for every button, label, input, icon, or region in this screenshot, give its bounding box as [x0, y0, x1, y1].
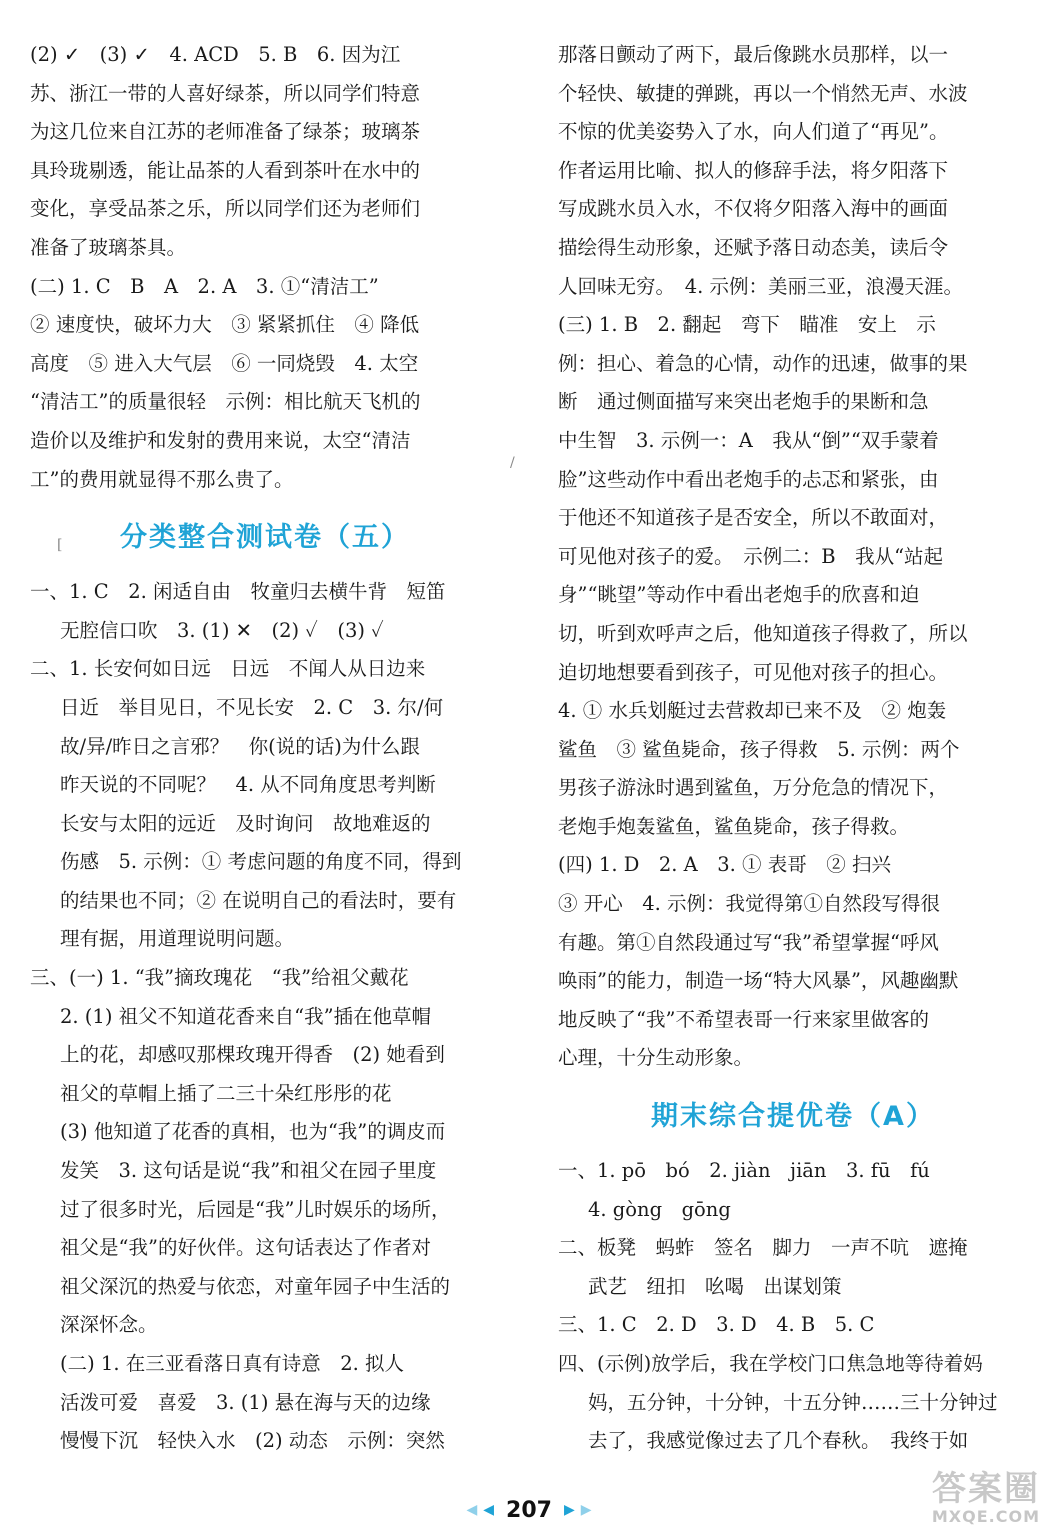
text-line: 作者运用比喻、拟人的修辞手法，将夕阳落下 — [558, 158, 949, 182]
text-line: 有趣。第①自然段通过写“我”希望掌握“呼风 — [558, 930, 939, 954]
text-line: 三、(一) 1. “我”摘玫瑰花 “我”给祖父戴花 — [30, 966, 409, 990]
text-line: 例：担心、着急的心情，动作的迅速，做事的果 — [558, 351, 968, 375]
text-line: 深深怀念。 — [60, 1313, 158, 1337]
text-line: (二) 1. 在三亚看落日真有诗意 2. 拟人 — [60, 1352, 405, 1375]
left-column — [30, 36, 500, 1461]
right-block-1 — [558, 36, 1028, 1078]
text-line: 人回味无穷。 4. 示例：美丽三亚，浪漫天涯。 — [558, 274, 964, 298]
text-line: 日近 举目见日，不见长安 2. C 3. 尔/何 — [60, 695, 444, 719]
text-line: 妈，五分钟，十分钟，十五分钟……三十分钟过 — [588, 1390, 998, 1414]
text-line: 地反映了“我”不希望表哥一行来家里做客的 — [558, 1007, 929, 1031]
text-line: 准备了玻璃茶具。 — [30, 235, 187, 259]
text-line: 断 通过侧面描写来突出老炮手的果断和急 — [558, 390, 929, 414]
text-line: (3) 他知道了花香的真相，也为“我”的调皮而 — [60, 1120, 446, 1144]
watermark — [880, 1456, 1040, 1526]
next-arrow-icon: ▶ — [580, 1502, 592, 1518]
left-block-2 — [30, 573, 500, 1461]
text-line: ② 速度快，破坏力大 ③ 紧紧抓住 ④ 降低 — [30, 313, 420, 337]
right-block-2 — [558, 1152, 1028, 1461]
prev-arrow-icon: ◀ — [466, 1502, 478, 1518]
text-line: 过了很多时光，后园是“我”儿时娱乐的场所， — [60, 1197, 451, 1221]
text-line: 故/异/昨日之言邪？ 你(说的话)为什么跟 — [60, 734, 420, 758]
text-line: 为这几位来自江苏的老师准备了绿茶；玻璃茶 — [30, 120, 421, 144]
text-line: “清洁工”的质量很轻 示例：相比航天飞机的 — [30, 390, 421, 414]
text-line: 描绘得生动形象，还赋予落日动态美，读后令 — [558, 235, 949, 259]
text-line: (三) 1. B 2. 翻起 弯下 瞄准 安上 示 — [558, 313, 936, 337]
text-line: 心理，十分生动形象。 — [558, 1046, 754, 1070]
section-heading-5: 分类整合测试卷（五） — [120, 522, 410, 554]
text-line: 慢慢下沉 轻快入水 (2) 动态 示例：突然 — [60, 1429, 445, 1453]
text-line: 活泼可爱 喜爱 3. (1) 悬在海与天的边缘 — [60, 1390, 431, 1414]
text-line: 伤感 5. 示例：① 考虑问题的角度不同，得到 — [60, 850, 462, 874]
text-line: 祖父的草帽上插了二三十朵红彤彤的花 — [60, 1081, 392, 1105]
text-line: ③ 开心 4. 示例：我觉得第①自然段写得很 — [558, 892, 941, 916]
text-line: 那落日颤动了两下，最后像跳水员那样，以一 — [558, 43, 949, 66]
left-block-1 — [30, 36, 500, 499]
text-line: 写成跳水员入水，不仅将夕阳落入海中的画面 — [558, 197, 949, 221]
text-line: 变化，享受品茶之乐，所以同学们还为老师们 — [30, 197, 421, 221]
text-line: 造价以及维护和发射的费用来说，太空“清洁 — [30, 428, 411, 452]
text-line: 4. gòng gōng — [588, 1197, 731, 1221]
text-line: 个轻快、敏捷的弹跳，再以一个悄然无声、水波 — [558, 81, 968, 105]
text-line: 具玲珑剔透，能让品茶的人看到茶叶在水中的 — [30, 158, 421, 182]
text-line: 发笑 3. 这句话是说“我”和祖父在园子里度 — [60, 1159, 437, 1183]
text-line: 高度 ⑤ 进入大气层 ⑥ 一同烧毁 4. 太空 — [30, 351, 419, 375]
text-line: 不惊的优美姿势入了水，向人们道了“再见”。 — [558, 120, 949, 144]
text-line: 切，听到欢呼声之后，他知道孩子得救了，所以 — [558, 621, 968, 645]
text-line: (四) 1. D 2. A 3. ① 表哥 ② 扫兴 — [558, 853, 891, 877]
text-line: 无腔信口吹 3. (1) ✕ (2) ✓ (3) ✓ — [60, 618, 384, 642]
text-line: 一、1. pō bó 2. jiàn jiān 3. fū fú — [558, 1159, 930, 1183]
section-heading-final-a: 期末综合提优卷（A） — [651, 1101, 935, 1133]
text-line: 理有据，用道理说明问题。 — [60, 927, 295, 951]
page-number: 207 — [506, 1497, 552, 1523]
text-line: 二、板凳 蚂蚱 签名 脚力 一声不吭 遮掩 — [558, 1236, 968, 1260]
next-arrow-icon: ▶ — [563, 1502, 575, 1518]
text-line: (二) 1. C B A 2. A 3. ①“清洁工” — [30, 274, 379, 298]
text-line: 鲨鱼 ③ 鲨鱼毙命，孩子得救 5. 示例：两个 — [558, 737, 960, 761]
text-line: 二、1. 长安何如日远 日远 不闻人从日边来 — [30, 657, 426, 681]
text-line: 于他还不知道孩子是否安全，所以不敢面对， — [558, 506, 949, 530]
text-line: 身”“眺望”等动作中看出老炮手的欣喜和迫 — [558, 583, 920, 607]
right-column — [558, 36, 1028, 1461]
text-line: 四、(示例)放学后，我在学校门口焦急地等待着妈 — [558, 1352, 983, 1375]
text-line: 去了，我感觉像过去了几个春秋。 我终于如 — [588, 1429, 969, 1453]
text-line: 脸”这些动作中看出老炮手的忐忑和紧张，由 — [558, 467, 939, 491]
text-line: 老炮手炮轰鲨鱼，鲨鱼毙命，孩子得救。 — [558, 814, 910, 838]
text-line: 三、1. C 2. D 3. D 4. B 5. C — [558, 1313, 875, 1337]
text-line: 4. ① 水兵划艇过去营救却已来不及 ② 炮轰 — [558, 699, 947, 723]
text-line: 的结果也不同；② 在说明自己的看法时，要有 — [60, 888, 457, 912]
text-line: 武艺 纽扣 吆喝 出谋划策 — [588, 1274, 842, 1298]
text-line: 男孩子游泳时遇到鲨鱼，万分危急的情况下， — [558, 776, 949, 800]
watermark-url: MXQE.COM — [931, 1507, 1040, 1526]
text-line: 2. (1) 祖父不知道花香来自“我”插在他草帽 — [60, 1004, 432, 1028]
text-line: 工”的费用就显得不那么贵了。 — [30, 467, 294, 491]
text-line: 迫切地想要看到孩子，可见他对孩子的担心。 — [558, 660, 949, 684]
text-line: 可见他对孩子的爱。 示例二：B 我从“站起 — [558, 544, 944, 568]
text-line: 一、1. C 2. 闲适自由 牧童归去横牛背 短笛 — [30, 580, 446, 604]
text-line: 中生智 3. 示例一：A 我从“倒”“双手蒙着 — [558, 428, 939, 452]
text-line: 苏、浙江一带的人喜好绿茶，所以同学们特意 — [30, 81, 421, 105]
text-line: 上的花，却感叹那棵玫瑰开得香 (2) 她看到 — [60, 1043, 445, 1067]
text-line: 昨天说的不同呢？ 4. 从不同角度思考判断 — [60, 773, 436, 797]
scan-mark: / — [510, 455, 515, 471]
text-line: 长安与太阳的远近 及时询问 故地难返的 — [60, 811, 431, 835]
watermark-logo: 答案圈 — [932, 1469, 1040, 1509]
text-line: 唤雨”的能力，制造一场“特大风暴”，风趣幽默 — [558, 969, 959, 993]
prev-arrow-icon: ◀ — [483, 1502, 495, 1518]
text-line: 祖父是“我”的好伙伴。这句话表达了作者对 — [60, 1236, 431, 1260]
scan-mark: [ — [57, 537, 63, 553]
text-line: 祖父深沉的热爱与依恋，对童年园子中生活的 — [60, 1274, 451, 1298]
text-line: (2) ✓ (3) ✓ 4. ACD 5. B 6. 因为江 — [30, 43, 401, 66]
